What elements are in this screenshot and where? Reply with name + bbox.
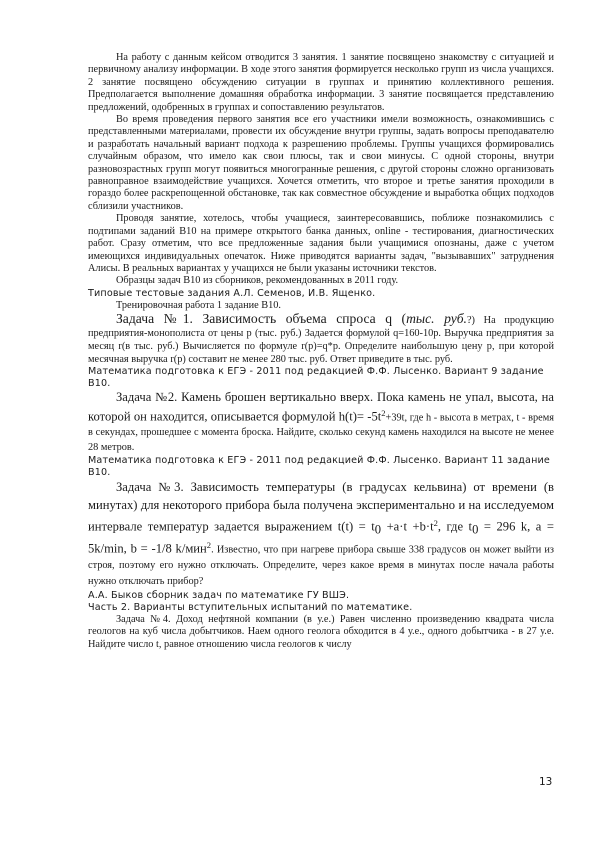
paragraph-samples: Образцы задач В10 из сборников, рекомендованных в 2011 году. xyxy=(116,275,399,287)
task-4: Задача №4. Доход нефтяной компании (в у.е.) Равен численно произведению квадрата числа геологов на куб числа добытчиков. Наем одного геолога обходится в 4 у.е., одного добытчика - в 27 у.е. Найдите число t, равное отношению числа геологов к числу xyxy=(88,614,554,650)
task-1 xyxy=(88,312,554,366)
task-1-head: Задача №1. Зависимость объема спроса q ( xyxy=(116,310,407,326)
paragraph-first-session: Во время проведения первого занятия все его участники имели возможность, ознакомившись с представленными материалами, провести их обсуждение внутри группы, задать вопросы преподавателю и разработать начальный вариант подхода к разрешению проблемы. Группы учащихся формировались случайным образом, что имело как свои плюсы, так и свои минусы. С одной стороны, внутри разновозрастных групп могут появиться многогранные решения, с другой стороны сложно организовать равноправное взаимодействие учащихся. Хочется отметить, что второе и третье занятия проходили в гораздо более раскрепощенной обстановке, так как совместное обсуждение и выработка общих подходов сблизили участников. xyxy=(88,114,554,212)
task-3 xyxy=(88,479,554,591)
task-2 xyxy=(88,390,554,455)
task-2-formula-tail: +39t xyxy=(385,411,405,423)
page-number: 13 xyxy=(539,776,553,788)
task-1-question-mark: ? xyxy=(466,314,472,326)
task-1-body: ) На продукцию предприятия-монополиста от цены р (тыс. руб.) Задается формулой q=160-10p. Выручка предприятия за месяц r(в тыс. руб.) Вычисляется по формуле r(p)=q*p. Определите наибольшую цену р, при которой месячная выручка r(p) составит не менее 280 тыс. руб. Ответ приведите в тыс. руб. xyxy=(88,314,554,365)
task-3-exponent-2: 2 xyxy=(206,540,212,550)
paragraph-lesson-goal: Проводя занятие, хотелось, чтобы учащиеся, заинтересовавшись, поближе познакомились с подтипами заданий В10 на примере открытого банка данных, online - тестирования, диагностических работ. Сразу отметим, что все предложенные задания были учащимися опознаны, даже с учетом имеющихся индивидуальных опечаток. Ниже приводятся варианты задач, "вызывавших" затруднения Алисы. В реальных вариантах у учащихся не были указаны источники текстов. xyxy=(88,213,554,274)
task-3-sub-0: 0 xyxy=(374,522,382,536)
task-3-sub-0-b: 0 xyxy=(472,522,479,536)
task-2-exponent: 2 xyxy=(381,407,386,418)
task-3-formula-mid-3: = 296 k, a = 5k/min, b = -1/8 k/мин xyxy=(88,518,555,556)
source-bykov: А.А. Быков сборник задач по математике ГУ ВШЭ. xyxy=(88,590,350,602)
source-semenov: Типовые тестовые задания А.Л. Семенов, И.В. Ященко. xyxy=(88,287,376,299)
source-lysenko-11: Математика подготовка к ЕГЭ - 2011 под редакцией Ф.Ф. Лысенко. Вариант 11 задание В10. xyxy=(88,454,550,478)
training-work-label: Тренировочная работа 1 задание В10. xyxy=(116,299,281,311)
source-lysenko-9: Математика подготовка к ЕГЭ - 2011 под редакцией Ф.Ф. Лысенко. Вариант 9 задание В10. xyxy=(88,365,544,389)
task-1-unit: тыс. руб. xyxy=(406,310,467,326)
paragraph-intro: На работу с данным кейсом отводится 3 занятия. 1 занятие посвящено знакомству с ситуацией и первичному анализу информации. В ходе этого занятия формируется несколько групп из числа учащихся. 2 занятие посвящено обсуждению ситуации в группах и принятию коллективного решения. Предполагается выполнение домашняя обработка информации. 3 занятие посвящается представлению предложений, одобренных в группах и сопоставлению результатов. xyxy=(88,52,554,113)
source-part-2: Часть 2. Варианты вступительных испытаний по математике. xyxy=(88,602,413,614)
task-3-formula-mid-2: , где t xyxy=(437,518,473,533)
task-3-formula-mid-1: +a·t +b·t xyxy=(381,518,434,533)
task-2-head: Задача №2. Камень брошен вертикально вверх. Пока камень не упал, высота, на которой он находится, описывается формулой h(t)= -5t xyxy=(88,389,554,423)
task-3-body: . Известно, что при нагреве прибора свыше 338 градусов он может выйти из строя, поэтому его нужно отключать. Определите, через какое время в минутах после начала работы нужно отключать прибор? xyxy=(88,544,555,588)
task-3-head: Задача №3. Зависимость температуры (в градусах кельвина) от времени (в минутах) для некоторого прибора была получена экспериментально и на исследуемом интервале температур задается выражением t(t) = t xyxy=(88,479,554,533)
document-page xyxy=(88,52,554,651)
task-3-exponent-1: 2 xyxy=(433,517,438,528)
task-2-body: , где h - высота в метрах, t - время в секундах, прошедшее с момента броска. Найдите, сколько секунд камень находился на высоте не менее 28 метров. xyxy=(88,411,554,453)
